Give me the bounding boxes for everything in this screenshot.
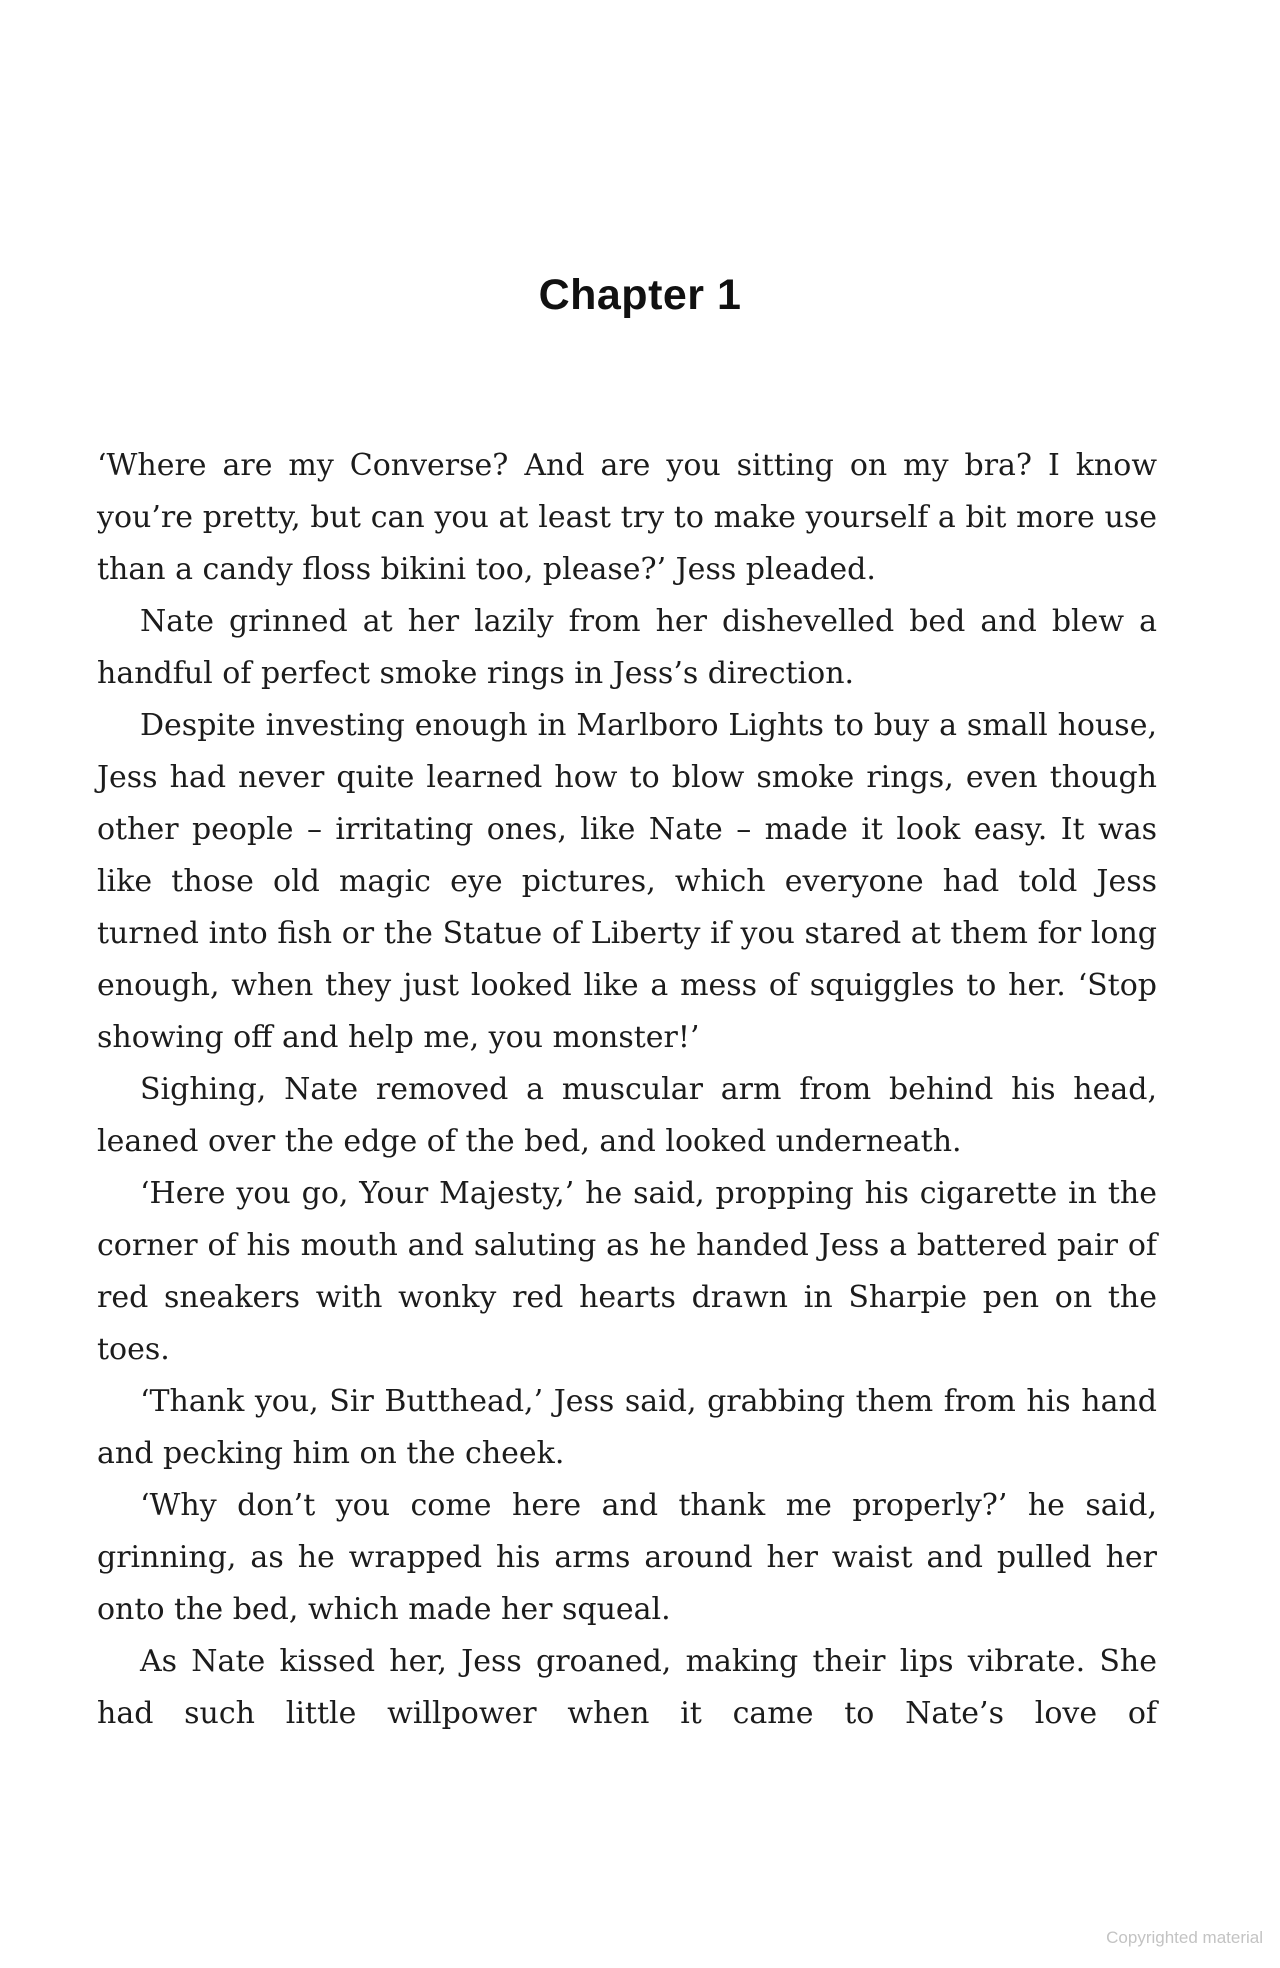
chapter-title: Chapter 1 bbox=[538, 271, 742, 319]
paragraph-5: ‘Here you go, Your Majesty,’ he said, propping his cigarette in the corner of his mouth and saluting as he handed Jess a battered pair of red sneakers with wonky red hearts drawn in Sharpie pen on the toes. bbox=[97, 1176, 1157, 1367]
copyright-watermark: Copyrighted material bbox=[1106, 1928, 1263, 1947]
paragraph-7: ‘Why don’t you come here and thank me properly?’ he said, grinning, as he wrapped his arms around her waist and pulled her onto the bed, which made her squeal. bbox=[97, 1488, 1157, 1627]
paragraph-1: ‘Where are my Converse? And are you sitting on my bra? I know you’re pretty, but can you at least try to make yourself a bit more use than a candy floss bikini too, please?’ Jess pleaded. bbox=[97, 448, 1157, 587]
paragraph-4: Sighing, Nate removed a muscular arm from behind his head, leaned over the edge of the bed, and looked underneath. bbox=[97, 1072, 1157, 1159]
paragraph-6: ‘Thank you, Sir Butthead,’ Jess said, grabbing them from his hand and pecking him on the cheek. bbox=[97, 1384, 1157, 1471]
paragraph-2: Nate grinned at her lazily from her dishevelled bed and blew a handful of perfect smoke rings in Jess’s direction. bbox=[97, 604, 1157, 691]
paragraph-3: Despite investing enough in Marlboro Lights to buy a small house, Jess had never quite learned how to blow smoke rings, even though other people – irritating ones, like Nate – made it look easy. It was like those old magic eye pictures, which everyone had told Jess turned into fish or the Statue of Liberty if you stared at them for long enough, when they just looked like a mess of squiggles to her. ‘Stop showing off and help me, you monster!’ bbox=[97, 708, 1157, 1055]
paragraph-8: As Nate kissed her, Jess groaned, making their lips vibrate. She had such little willpower when it came to Nate’s love of bbox=[97, 1644, 1157, 1731]
page-text bbox=[97, 440, 1157, 1740]
